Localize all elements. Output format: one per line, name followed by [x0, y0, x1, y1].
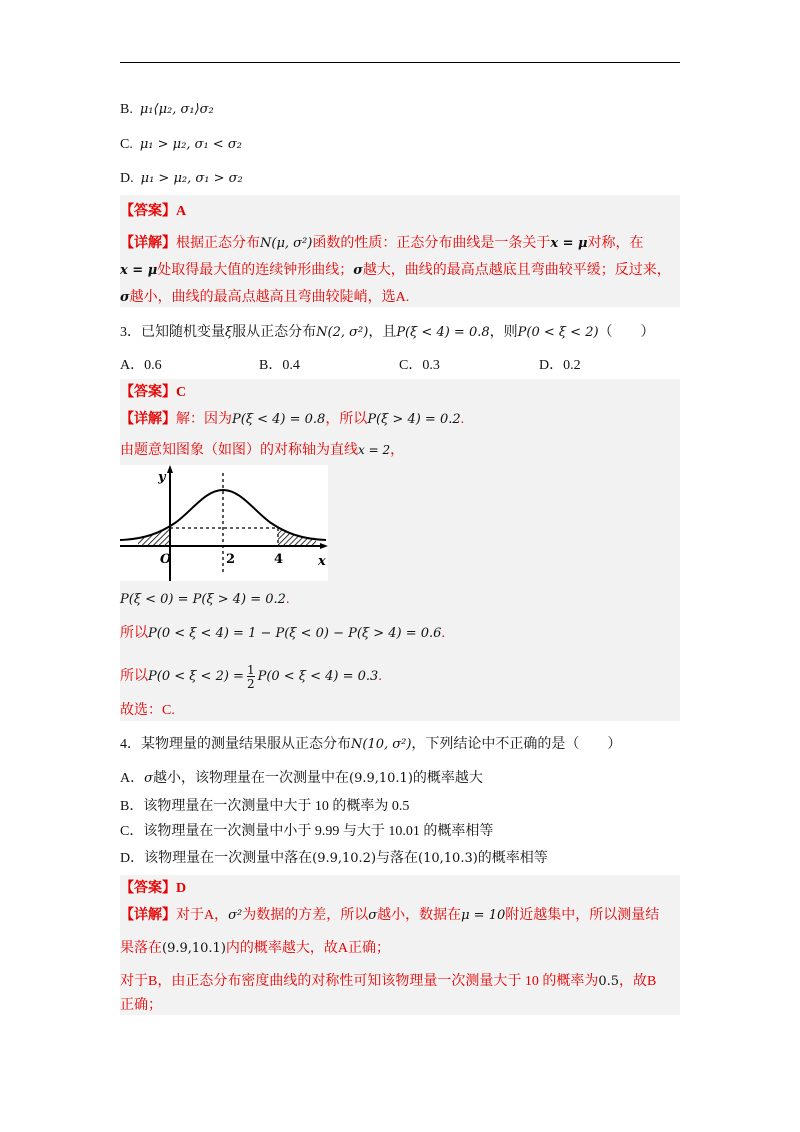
text: 越小，数据在 [377, 908, 462, 923]
math: x = μ [120, 263, 158, 278]
option-a: A．0.6 [120, 358, 162, 373]
option-b-line [120, 101, 214, 119]
math: N(μ, σ²) [260, 236, 313, 251]
text: 3．已知随机变量 [120, 325, 225, 340]
detail-line [120, 907, 659, 925]
text: 与落在 [376, 851, 419, 866]
math: (9.9,10.1) [162, 941, 226, 956]
text: 果落在 [120, 941, 162, 956]
option-math: μ₁⟨μ₂, σ₁⟩σ₂ [139, 102, 214, 117]
math: ξ [225, 325, 233, 340]
text: 附近越集中，所以测量结 [505, 908, 660, 923]
detail-tag: 【详解】 [120, 412, 176, 427]
text: 解：因为 [176, 412, 232, 427]
math: σ [368, 908, 378, 923]
detail-line [120, 591, 289, 609]
option-c: C．0.3 [399, 358, 440, 373]
option-math: μ₁ > μ₂, σ₁ > σ₂ [140, 171, 243, 186]
x-label: x [318, 554, 326, 569]
text: ，下列结论中不正确的是（ ） [411, 737, 622, 752]
math: P(0 < ξ < 4) = 0.3 [257, 669, 379, 684]
detail-line [120, 289, 409, 307]
text: 对于B，由正态分布密度曲线的对称性可知该物理量一次测量大于 10 的概率为 [120, 974, 599, 989]
text: ，且 [368, 325, 397, 340]
detail-line [120, 262, 671, 280]
text: ，故B [619, 974, 657, 989]
math: N(10, σ²) [351, 737, 412, 752]
math: μ = 10 [461, 908, 506, 923]
origin-label: O [160, 552, 172, 567]
text: 根据正态分布 [176, 236, 260, 251]
option-c: C．该物理量在一次测量中小于 9.99 与大于 10.01 的概率相等 [120, 824, 494, 839]
question-4-stem [120, 736, 621, 754]
fraction [247, 664, 255, 690]
text: 的概率相等 [477, 851, 548, 866]
math: x = 2 [358, 443, 391, 457]
text: 函数的性质：正态分布曲线是一条关于 [312, 236, 551, 251]
math: (10,10.3) [418, 851, 478, 866]
math: P(ξ > 4) = 0.2 [367, 412, 461, 427]
option-label: C. [120, 137, 133, 152]
math: x = μ [550, 236, 588, 251]
math: P(ξ < 4) = 0.8 [232, 412, 326, 427]
answer-label: 【答案】C [120, 385, 187, 400]
text: 越小，曲线的最高点越高且弯曲较陡峭，选A. [129, 290, 410, 305]
detail-tag: 【详解】 [120, 236, 176, 251]
header-rule [120, 62, 680, 63]
text: . [378, 669, 382, 684]
option-d: D．0.2 [539, 358, 581, 373]
option-b: B．该物理量在一次测量中大于 10 的概率为 0.5 [120, 799, 410, 814]
option-a [120, 770, 483, 788]
math: σ² [228, 908, 243, 923]
text: 4．某物理量的测量结果服从正态分布 [120, 737, 351, 752]
normal-curve-figure [120, 465, 328, 581]
detail-line [120, 940, 390, 958]
option-math: μ₁ > μ₂, σ₁ < σ₂ [139, 137, 242, 152]
text: ，所以 [325, 412, 368, 427]
text: A． [120, 771, 145, 786]
text: 对于A， [176, 908, 229, 923]
tick-label-4: 4 [274, 552, 284, 567]
math: P(ξ < 4) = 0.8 [396, 325, 490, 340]
text: 越小，该物理量在一次测量中在 [153, 771, 349, 786]
text: ， [390, 443, 405, 458]
detail-line [120, 411, 464, 429]
tick-label-2: 2 [226, 552, 236, 567]
denominator: 2 [246, 677, 255, 691]
text: 所以 [120, 626, 148, 641]
option-c-line [120, 136, 242, 154]
math: (9.9,10.1) [349, 771, 413, 786]
detail-line: 正确； [120, 998, 162, 1013]
detail-tag: 【详解】 [120, 908, 176, 923]
answer-label: 【答案】A [120, 204, 187, 219]
math: P(0 < ξ < 2) [517, 325, 599, 340]
option-b: B．0.4 [259, 358, 300, 373]
text: 内的概率越大，故A正确； [225, 941, 391, 956]
option-d-line [120, 170, 243, 188]
math: (9.9,10.2) [312, 851, 377, 866]
math: σ [144, 771, 153, 786]
option-label: D. [120, 171, 134, 186]
detail-line [120, 664, 382, 690]
question-3-stem [120, 324, 655, 342]
math: P(0 < ξ < 4) = 1 − P(ξ < 0) − P(ξ > 4) = 0.6 [148, 626, 442, 641]
text: ，则 [489, 325, 518, 340]
text: 处取得最大值的连续钟形曲线； [157, 263, 354, 278]
detail-line [120, 235, 644, 253]
text: . [441, 626, 445, 641]
math: σ [120, 290, 130, 305]
detail-line [120, 625, 445, 643]
text: （ ） [598, 325, 655, 340]
text: . [285, 592, 290, 607]
figure-background [120, 465, 328, 581]
math: N(2, σ²) [316, 325, 369, 340]
y-label: y [158, 470, 166, 485]
numerator: 1 [246, 663, 255, 677]
math: σ [353, 263, 363, 278]
option-label: B. [120, 102, 133, 117]
math: P(ξ < 0) = P(ξ > 4) = 0.2 [120, 592, 286, 607]
detail-line [120, 441, 404, 460]
text: 为数据的方差，所以 [242, 908, 369, 923]
text: 所以 [120, 669, 148, 684]
text: 对称，在 [587, 236, 644, 251]
detail-line: 故选：C. [120, 703, 175, 718]
math: P(0 < ξ < 2) = [148, 669, 244, 684]
math: 0.5 [598, 974, 620, 989]
detail-line [120, 973, 656, 991]
answer-label: 【答案】D [120, 881, 187, 896]
option-d [120, 850, 548, 868]
text: 越大，曲线的最高点越底且弯曲较平缓；反过来， [362, 263, 671, 278]
text: D．该物理量在一次测量中落在 [120, 851, 313, 866]
text: 服从正态分布 [232, 325, 317, 340]
text: . [460, 412, 465, 427]
text: 的概率越大 [412, 771, 483, 786]
text: 由题意知图象（如图）的对称轴为直线 [120, 443, 358, 458]
